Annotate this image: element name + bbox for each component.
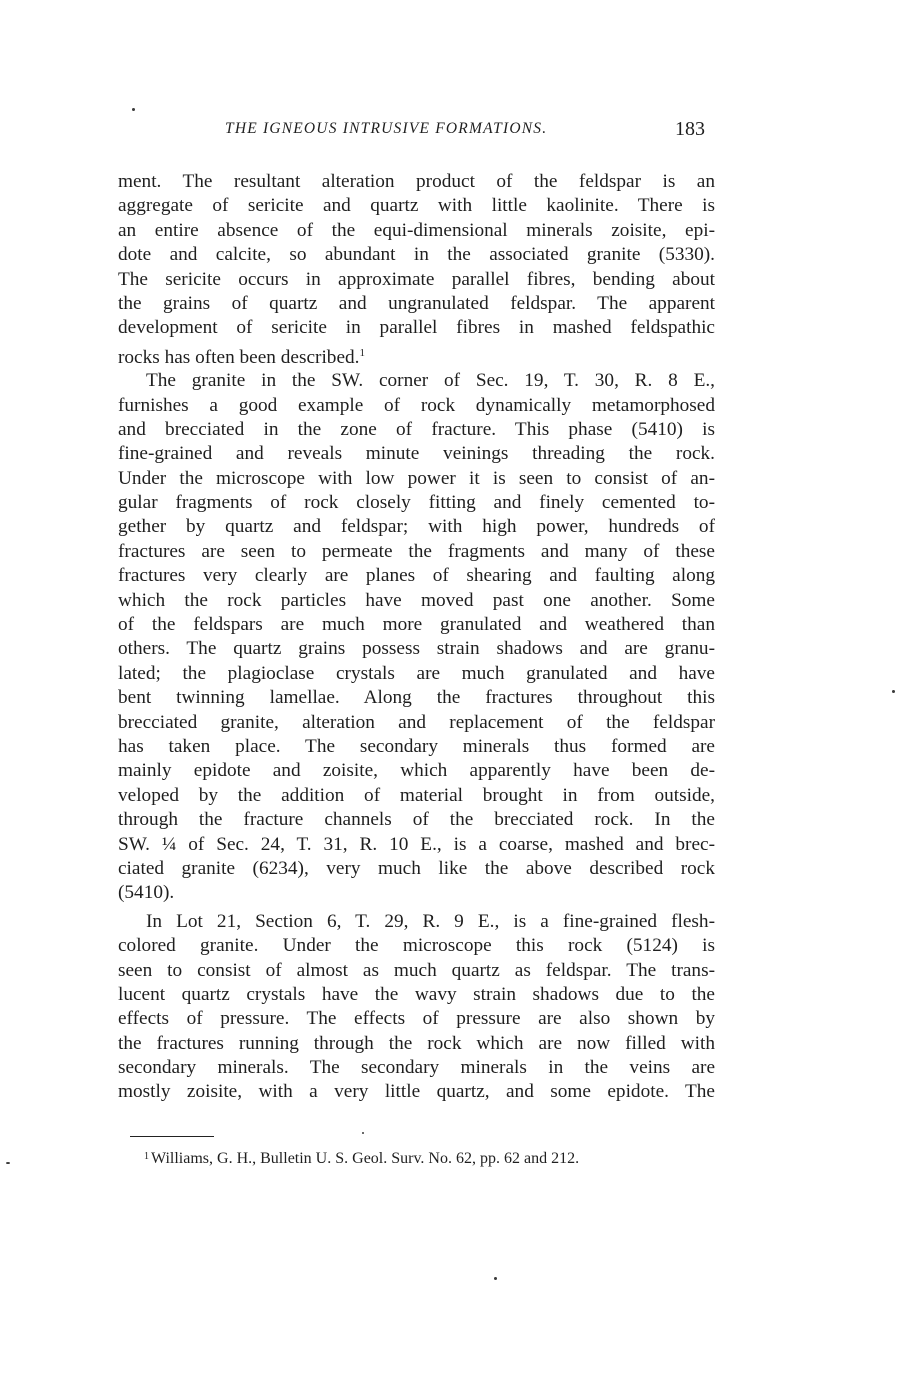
text-line: rocks has often been described. [118, 346, 360, 366]
text-line: which the rock particles have moved past one another. Some [118, 589, 715, 611]
text-line: colored granite. Under the microscope this rock (5124) is [118, 935, 715, 957]
footnote-text: Williams, G. H., Bulletin U. S. Geol. Surv. No. 62, pp. 62 and 212. [151, 1150, 580, 1167]
running-head [205, 118, 705, 144]
text-line: seen to consist of almost as much quartz as feldspar. The trans- [118, 959, 715, 981]
text-line: has taken place. The secondary minerals thus formed are [118, 735, 715, 757]
text-line: and brecciated in the zone of fracture. This phase (5410) is [118, 418, 715, 440]
text-line: The granite in the SW. corner of Sec. 19, T. 30, R. 8 E., [146, 370, 715, 392]
scan-speck [362, 1132, 364, 1134]
text-line: mainly epidote and zoisite, which apparently have been de- [118, 760, 715, 782]
text-line: dote and calcite, so abundant in the associated granite (5330). [118, 244, 715, 266]
text-line-last [118, 341, 715, 365]
page-number: 183 [675, 118, 705, 140]
text-line: an entire absence of the equi-dimensional minerals zoisite, epi- [118, 219, 715, 241]
text-line: lucent quartz crystals have the wavy strain shadows due to the [118, 983, 715, 1005]
text-line: (5410). [118, 882, 175, 904]
text-line: through the fracture channels of the brecciated rock. In the [118, 809, 715, 831]
text-line: fine-grained and reveals minute veinings threading the rock. [118, 443, 715, 465]
text-line: development of sericite in parallel fibres in mashed feldspathic [118, 317, 715, 339]
text-line: mostly zoisite, with a very little quartz, and some epidote. The [118, 1081, 715, 1103]
text-line: In Lot 21, Section 6, T. 29, R. 9 E., is a fine-grained flesh- [146, 910, 715, 932]
footnote-reference: 1 [359, 346, 365, 359]
scan-speck [892, 690, 895, 693]
text-line: bent twinning lamellae. Along the fractures throughout this [118, 687, 715, 709]
text-line: The sericite occurs in approximate parallel fibres, bending about [118, 268, 715, 290]
text-line: fractures are seen to permeate the fragments and many of these [118, 540, 715, 562]
footnote [144, 1146, 720, 1170]
text-line: the grains of quartz and ungranulated feldspar. The apparent [118, 292, 715, 314]
text-line: ment. The resultant alteration product of the feldspar is an [118, 171, 715, 192]
text-line: gether by quartz and feldspar; with high power, hundreds of [118, 516, 715, 538]
running-title: THE IGNEOUS INTRUSIVE FORMATIONS. [225, 120, 548, 137]
text-line: veloped by the addition of material brought in from outside, [118, 784, 715, 806]
footnote-divider [130, 1136, 214, 1137]
body-text [118, 170, 715, 1105]
text-line: aggregate of sericite and quartz with little kaolinite. There is [118, 195, 715, 217]
paragraph-2 [118, 369, 715, 906]
text-line: others. The quartz grains possess strain shadows and are granu- [118, 638, 715, 660]
paragraph-1 [118, 170, 715, 365]
text-line: secondary minerals. The secondary minerals in the veins are [118, 1057, 715, 1079]
scan-speck [6, 1162, 10, 1164]
footnote-marker: 1 [144, 1151, 149, 1162]
text-line: of the feldspars are much more granulated and weathered than [118, 614, 715, 636]
scan-speck [132, 108, 135, 111]
text-line: brecciated granite, alteration and replacement of the feldspar [118, 711, 715, 733]
paragraph-3 [118, 910, 715, 1105]
text-line: ciated granite (6234), very much like the above described rock [118, 857, 715, 879]
text-line: the fractures running through the rock which are now filled with [118, 1032, 715, 1054]
text-line: effects of pressure. The effects of pressure are also shown by [118, 1008, 715, 1030]
text-line: furnishes a good example of rock dynamically metamorphosed [118, 394, 715, 416]
text-line: gular fragments of rock closely fitting and finely cemented to- [118, 492, 715, 514]
text-line: Under the microscope with low power it is seen to consist of an- [118, 467, 715, 489]
text-line: fractures very clearly are planes of shearing and faulting along [118, 565, 715, 587]
text-line: lated; the plagioclase crystals are much granulated and have [118, 662, 715, 684]
scan-speck [494, 1277, 497, 1280]
text-line: SW. ¼ of Sec. 24, T. 31, R. 10 E., is a coarse, mashed and brec- [118, 833, 715, 855]
